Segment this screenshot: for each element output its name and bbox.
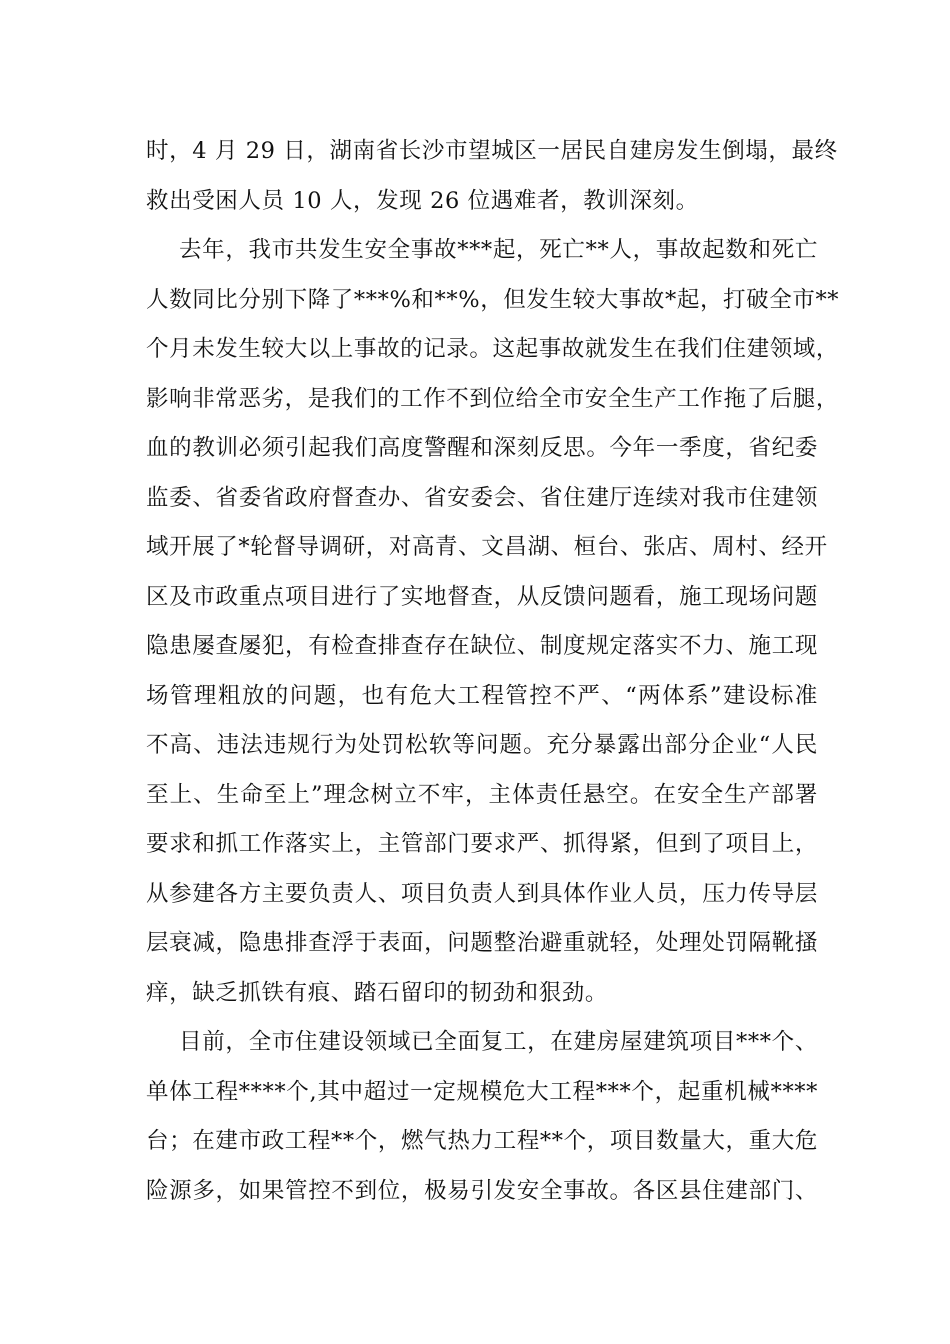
text-line: 险源多，如果管控不到位，极易引发安全事故。各区县住建部门、 [146,1177,818,1204]
text-line: 痒，缺乏抓铁有痕、踏石留印的韧劲和狠劲。 [146,979,609,1006]
body-text [146,127,840,1216]
text-line: 场管理粗放的问题，也有危大工程管控不严、“两体系”建设标准 [146,682,818,709]
text-line: 监委、省委省政府督查办、省安委会、省住建厅连续对我市住建领 [146,484,818,511]
text-line: 影响非常恶劣，是我们的工作不到位给全市安全生产工作拖了后腿， [146,385,840,412]
text-line: 区及市政重点项目进行了实地督查，从反馈问题看，施工现场问题 [146,583,818,610]
text-line: 单体工程****个,其中超过一定规模危大工程***个，起重机械**** [146,1078,818,1105]
text-line: 要求和抓工作落实上，主管部门要求严、抓得紧，但到了项目上， [146,831,818,857]
text-line: 人数同比分别下降了***%和**%，但发生较大事故*起，打破全市** [146,286,840,313]
text-line: 层衰减，隐患排查浮于表面，问题整治避重就轻，处理处罚隔靴搔 [146,930,818,956]
text-line: 不高、违法违规行为处罚松软等问题。充分暴露出部分企业“人民 [146,732,818,758]
text-line: 救出受困人员 10 人，发现 26 位遇难者，教训深刻。 [146,187,699,214]
paragraph-first-line: 去年，我市共发生安全事故***起，死亡**人，事故起数和死亡 [179,237,818,263]
text-line: 从参建各方主要负责人、项目负责人到具体作业人员，压力传导层 [146,880,818,907]
text-line: 域开展了*轮督导调研，对高青、文昌湖、桓台、张店、周村、经开 [146,534,828,560]
text-line: 隐患屡查屡犯，有检查排查存在缺位、制度规定落实不力、施工现 [146,633,818,659]
text-line: 个月未发生较大以上事故的记录。这起事故就发生在我们住建领域， [146,336,840,362]
paragraph-first-line: 目前，全市住建设领域已全面复工，在建房屋建筑项目***个、 [179,1029,818,1055]
text-line: 时，4 月 29 日，湖南省长沙市望城区一居民自建房发生倒塌，最终 [146,138,838,164]
text-line: 台；在建市政工程**个，燃气热力工程**个，项目数量大，重大危 [146,1128,818,1154]
text-line: 血的教训必须引起我们高度警醒和深刻反思。今年一季度，省纪委 [146,435,818,461]
text-line: 至上、生命至上”理念树立不牢，主体责任悬空。在安全生产部署 [146,781,818,808]
